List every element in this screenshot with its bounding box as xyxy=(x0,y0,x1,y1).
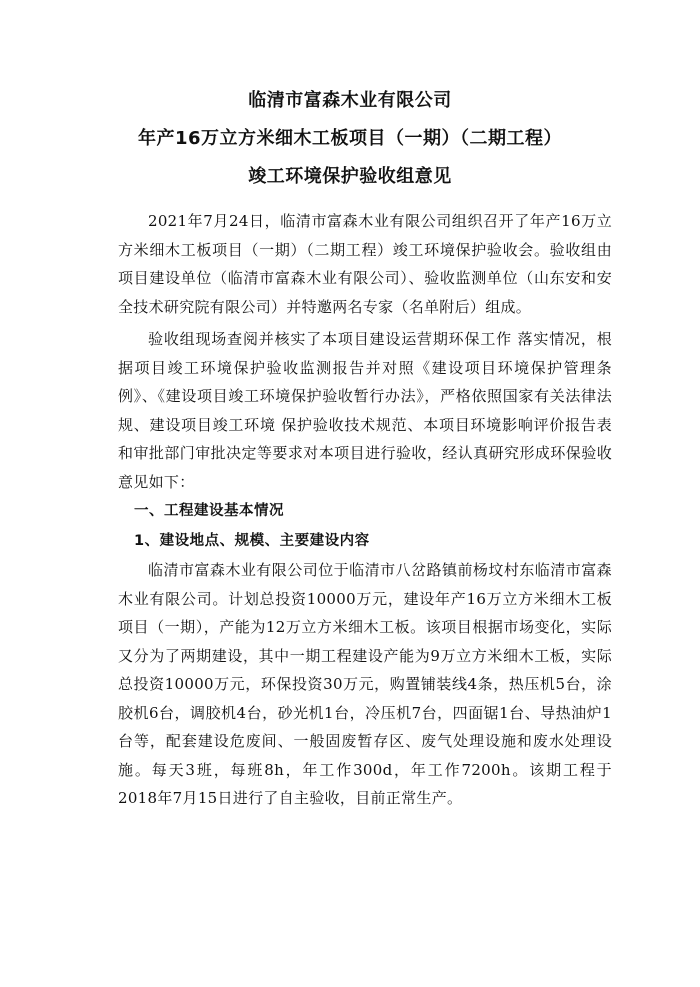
section-heading-basic-info: 一、工程建设基本情况 xyxy=(134,503,284,519)
project-details-paragraph: 临清市富森木业有限公司位于临清市八岔路镇前杨坟村东临清市富森木业有限公司。计划总投资10000万元，建设年产16万立方米细木工板项目（一期），产能为12万立方米细木工板。该项目根据市场变化，实际又分为了两期建设，其中一期工程建设产能为9万立方米细木工板，实际总投资10000万元，环保投资30万元，购置铺装线4条，热压机5台，涂胶机6台，调胶机4台，砂光机1台，冷压机7台，四面锯1台、导热油炉1台等，配套建设危废间、一般固废暂存区、废气处理设施和废水处理设施。每天3班，每班8h，年工作300d，年工作7200h。该期工程于2018年7月15日进行了自主验收，目前正常生产。 xyxy=(118,561,612,807)
document-body xyxy=(118,207,612,813)
company-name-title: 临清市富森木业有限公司 xyxy=(248,90,452,111)
opinion-title: 竣工环境保护验收组意见 xyxy=(248,166,452,187)
intro-paragraph: 2021年7月24日，临清市富森木业有限公司组织召开了年产16万立方米细木工板项目（一期）（二期工程）竣工环境保护验收会。验收组由项目建设单位（临清市富森木业有限公司）、验收监测单位（山东安和安全技术研究院有限公司）并特邀两名专家（名单附后）组成。 xyxy=(118,212,612,316)
document-title xyxy=(0,82,700,196)
project-name-title: 年产16万立方米细木工板项目（一期）（二期工程） xyxy=(137,128,563,149)
inspection-paragraph: 验收组现场查阅并核实了本项目建设运营期环保工作 落实情况，根据项目竣工环境保护验收监测报告并对照《建设项目环境保护管理条例》、《建设项目竣工环境保护验收暂行办法》，严格依照国家有关法律法规、建设项目竣工环境 保护验收技术规范、本项目环境影响评价报告表和审批部门审批决定等要求对本项目进行验收，经认真研究形成环保验收意见如下： xyxy=(118,330,612,491)
subsection-heading-location-scale: 1、建设地点、规模、主要建设内容 xyxy=(134,533,370,549)
